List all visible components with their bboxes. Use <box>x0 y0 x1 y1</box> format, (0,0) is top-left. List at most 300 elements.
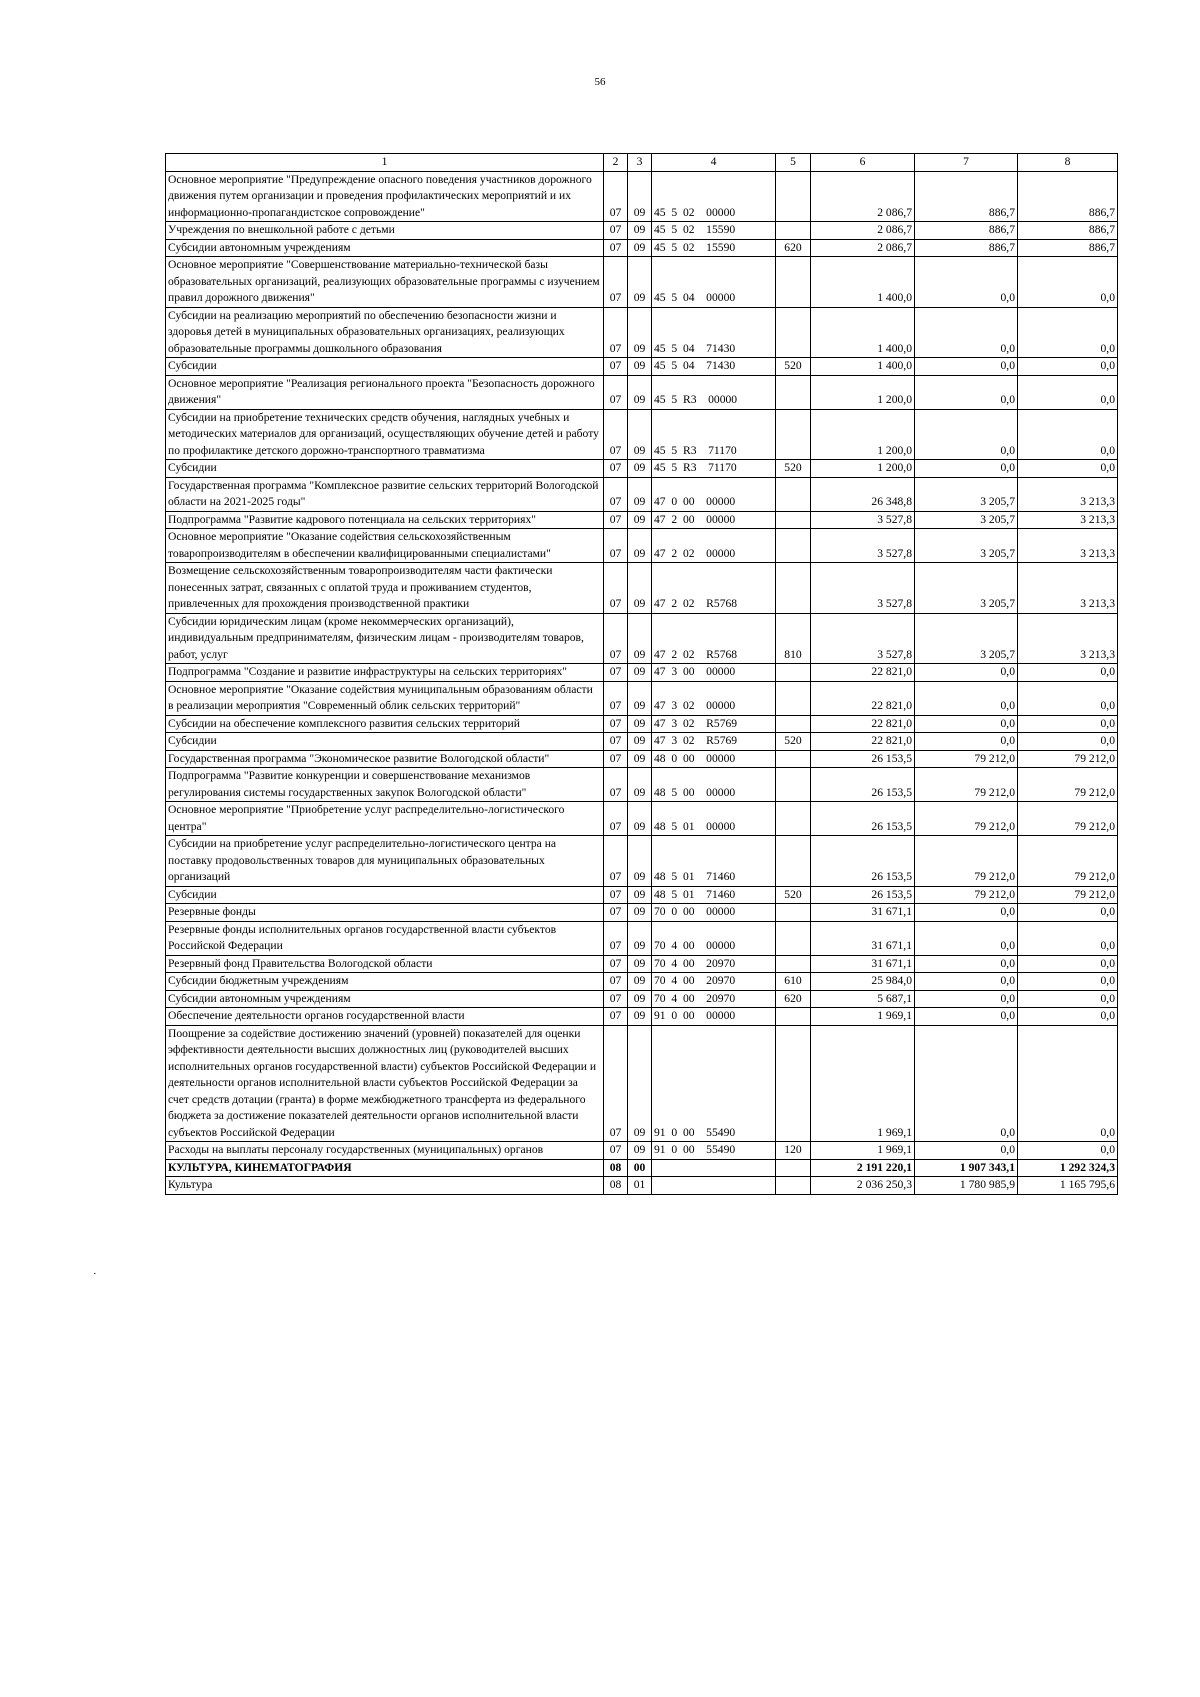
cell-c5 <box>776 307 811 358</box>
table-row <box>166 904 1118 922</box>
cell-c5 <box>776 904 811 922</box>
cell-name: Основное мероприятие "Предупреждение опасного поведения участников дорожного движения путем организации и проведения профилактических мероприятий и их информационно-пропагандистское сопровождение" <box>166 171 604 222</box>
header-col-7: 7 <box>915 154 1018 172</box>
cell-c4: 48 5 01 71460 <box>652 836 776 887</box>
cell-c8: 0,0 <box>1018 664 1118 682</box>
cell-c7: 886,7 <box>915 222 1018 240</box>
cell-c4: 47 3 02 R5769 <box>652 733 776 751</box>
table-row <box>166 563 1118 614</box>
cell-c6: 31 671,1 <box>811 904 915 922</box>
cell-c4: 47 2 02 00000 <box>652 529 776 563</box>
cell-c3: 09 <box>628 1025 652 1142</box>
cell-c3: 09 <box>628 358 652 376</box>
header-col-8: 8 <box>1018 154 1118 172</box>
table-row <box>166 477 1118 511</box>
cell-c2: 07 <box>604 358 628 376</box>
cell-c3: 09 <box>628 257 652 308</box>
table-row <box>166 990 1118 1008</box>
cell-c4: 45 5 04 71430 <box>652 358 776 376</box>
cell-c8: 79 212,0 <box>1018 886 1118 904</box>
cell-c4: 48 0 00 00000 <box>652 750 776 768</box>
cell-c3: 09 <box>628 768 652 802</box>
cell-name: Подпрограмма "Развитие кадрового потенциала на сельских территориях" <box>166 511 604 529</box>
table-row <box>166 1159 1118 1177</box>
cell-name: Обеспечение деятельности органов государственной власти <box>166 1008 604 1026</box>
cell-c2: 07 <box>604 257 628 308</box>
cell-c8: 3 213,3 <box>1018 613 1118 664</box>
cell-name: Резервные фонды исполнительных органов государственной власти субъектов Российской Федерации <box>166 921 604 955</box>
cell-name: Субсидии на приобретение технических средств обучения, наглядных учебных и методических материалов для организаций, осуществляющих обучение детей и работу по профилактике детского дорожно-транспортного травматизма <box>166 409 604 460</box>
cell-c8: 886,7 <box>1018 222 1118 240</box>
cell-c3: 09 <box>628 171 652 222</box>
cell-c3: 09 <box>628 307 652 358</box>
cell-c3: 09 <box>628 836 652 887</box>
cell-c7: 0,0 <box>915 921 1018 955</box>
cell-c5 <box>776 955 811 973</box>
table-row <box>166 529 1118 563</box>
table-row <box>166 973 1118 991</box>
scan-mark: · <box>93 1268 97 1280</box>
cell-c4 <box>652 1177 776 1195</box>
cell-c2: 07 <box>604 307 628 358</box>
table-row <box>166 733 1118 751</box>
cell-c6: 1 400,0 <box>811 358 915 376</box>
cell-c6: 1 200,0 <box>811 460 915 478</box>
header-col-1: 1 <box>166 154 604 172</box>
cell-c7: 0,0 <box>915 307 1018 358</box>
cell-c5 <box>776 563 811 614</box>
cell-c8: 0,0 <box>1018 460 1118 478</box>
cell-c7: 3 205,7 <box>915 613 1018 664</box>
cell-c5 <box>776 511 811 529</box>
table-row <box>166 1142 1118 1160</box>
cell-c5: 120 <box>776 1142 811 1160</box>
header-col-5: 5 <box>776 154 811 172</box>
cell-c7: 1 780 985,9 <box>915 1177 1018 1195</box>
cell-c7: 0,0 <box>915 904 1018 922</box>
cell-c6: 2 086,7 <box>811 222 915 240</box>
cell-c7: 886,7 <box>915 171 1018 222</box>
cell-name: Субсидии <box>166 358 604 376</box>
cell-name: Субсидии автономным учреждениям <box>166 239 604 257</box>
cell-c6: 22 821,0 <box>811 715 915 733</box>
cell-c3: 09 <box>628 460 652 478</box>
cell-c7: 0,0 <box>915 375 1018 409</box>
cell-c5: 620 <box>776 239 811 257</box>
cell-c4: 47 3 00 00000 <box>652 664 776 682</box>
cell-c8: 886,7 <box>1018 171 1118 222</box>
cell-c5 <box>776 681 811 715</box>
cell-c4: 91 0 00 55490 <box>652 1025 776 1142</box>
table-row <box>166 664 1118 682</box>
cell-c7: 3 205,7 <box>915 563 1018 614</box>
cell-c4: 45 5 R3 00000 <box>652 375 776 409</box>
header-col-3: 3 <box>628 154 652 172</box>
cell-c6: 31 671,1 <box>811 955 915 973</box>
cell-name: Основное мероприятие "Совершенствование материально-технической базы образовательных организаций, реализующих образовательные программы с изучением правил дорожного движения" <box>166 257 604 308</box>
cell-c5 <box>776 1159 811 1177</box>
cell-name: Субсидии на обеспечение комплексного развития сельских территорий <box>166 715 604 733</box>
cell-name: Государственная программа "Экономическое развитие Вологодской области" <box>166 750 604 768</box>
cell-c5 <box>776 750 811 768</box>
cell-c3: 09 <box>628 733 652 751</box>
cell-c2: 07 <box>604 904 628 922</box>
cell-c8: 0,0 <box>1018 955 1118 973</box>
cell-name: Резервный фонд Правительства Вологодской области <box>166 955 604 973</box>
cell-c2: 07 <box>604 990 628 1008</box>
cell-c3: 09 <box>628 990 652 1008</box>
cell-name: Культура <box>166 1177 604 1195</box>
cell-c5 <box>776 1177 811 1195</box>
cell-c6: 1 400,0 <box>811 257 915 308</box>
cell-name: Поощрение за содействие достижению значений (уровней) показателей для оценки эффективности деятельности высших должностных лиц (руководителей высших исполнительных органов государственной власти) субъектов Российской Федерации и деятельности органов исполнительной власти субъектов Российской Федерации за счет средств дотации (гранта) в форме межбюджетного трансферта из федерального бюджета за достижение показателей деятельности органов исполнительной власти субъектов Российской Федерации <box>166 1025 604 1142</box>
cell-name: Подпрограмма "Развитие конкуренции и совершенствование механизмов регулирования системы государственных закупок Вологодской области" <box>166 768 604 802</box>
cell-c7: 0,0 <box>915 1025 1018 1142</box>
cell-c6: 2 036 250,3 <box>811 1177 915 1195</box>
table-row <box>166 1025 1118 1142</box>
cell-c8: 0,0 <box>1018 904 1118 922</box>
cell-c2: 07 <box>604 886 628 904</box>
cell-c2: 07 <box>604 664 628 682</box>
cell-c8: 79 212,0 <box>1018 836 1118 887</box>
cell-c8: 0,0 <box>1018 375 1118 409</box>
cell-name: Субсидии на приобретение услуг распределительно-логистического центра на поставку продовольственных товаров для муниципальных образовательных организаций <box>166 836 604 887</box>
table-row <box>166 750 1118 768</box>
cell-c7: 3 205,7 <box>915 511 1018 529</box>
cell-c8: 0,0 <box>1018 715 1118 733</box>
cell-c4: 70 4 00 20970 <box>652 990 776 1008</box>
cell-name: Резервные фонды <box>166 904 604 922</box>
cell-c2: 07 <box>604 750 628 768</box>
cell-c2: 07 <box>604 973 628 991</box>
cell-c2: 07 <box>604 955 628 973</box>
cell-c6: 31 671,1 <box>811 921 915 955</box>
cell-c5: 610 <box>776 973 811 991</box>
cell-c8: 0,0 <box>1018 307 1118 358</box>
table-row <box>166 768 1118 802</box>
cell-c8: 3 213,3 <box>1018 563 1118 614</box>
cell-name: Основное мероприятие "Приобретение услуг распределительно-логистического центра" <box>166 802 604 836</box>
cell-c4: 45 5 02 15590 <box>652 239 776 257</box>
cell-name: Субсидии на реализацию мероприятий по обеспечению безопасности жизни и здоровья детей в муниципальных образовательных организациях, реализующих образовательные программы дошкольного образования <box>166 307 604 358</box>
cell-c4: 45 5 02 00000 <box>652 171 776 222</box>
cell-c2: 07 <box>604 733 628 751</box>
cell-c3: 09 <box>628 921 652 955</box>
cell-name: Субсидии бюджетным учреждениям <box>166 973 604 991</box>
cell-c2: 07 <box>604 222 628 240</box>
cell-c5: 520 <box>776 886 811 904</box>
cell-c7: 0,0 <box>915 681 1018 715</box>
cell-c8: 79 212,0 <box>1018 802 1118 836</box>
header-col-2: 2 <box>604 154 628 172</box>
cell-c7: 79 212,0 <box>915 802 1018 836</box>
cell-c6: 26 153,5 <box>811 836 915 887</box>
cell-c4: 91 0 00 00000 <box>652 1008 776 1026</box>
cell-c2: 07 <box>604 1025 628 1142</box>
cell-c3: 09 <box>628 239 652 257</box>
cell-c7: 0,0 <box>915 733 1018 751</box>
cell-name: Учреждения по внешкольной работе с детьми <box>166 222 604 240</box>
page-number: 56 <box>594 76 606 88</box>
cell-c8: 0,0 <box>1018 921 1118 955</box>
cell-c2: 07 <box>604 477 628 511</box>
cell-c8: 0,0 <box>1018 1025 1118 1142</box>
cell-c6: 26 153,5 <box>811 886 915 904</box>
cell-c4: 70 4 00 00000 <box>652 921 776 955</box>
cell-c8: 3 213,3 <box>1018 511 1118 529</box>
cell-c4: 47 2 02 R5768 <box>652 563 776 614</box>
cell-c6: 2 086,7 <box>811 171 915 222</box>
cell-c4: 91 0 00 55490 <box>652 1142 776 1160</box>
cell-c4: 47 3 02 R5769 <box>652 715 776 733</box>
cell-c4: 47 2 00 00000 <box>652 511 776 529</box>
cell-c3: 01 <box>628 1177 652 1195</box>
cell-c6: 22 821,0 <box>811 733 915 751</box>
cell-c6: 26 153,5 <box>811 750 915 768</box>
cell-c3: 09 <box>628 715 652 733</box>
table-row <box>166 171 1118 222</box>
cell-c2: 07 <box>604 715 628 733</box>
cell-c5 <box>776 768 811 802</box>
cell-c2: 07 <box>604 511 628 529</box>
cell-c7: 0,0 <box>915 460 1018 478</box>
cell-c3: 09 <box>628 1008 652 1026</box>
cell-c8: 0,0 <box>1018 681 1118 715</box>
cell-c4: 47 3 02 00000 <box>652 681 776 715</box>
table-row <box>166 222 1118 240</box>
cell-c5 <box>776 1008 811 1026</box>
cell-c5 <box>776 375 811 409</box>
cell-c6: 3 527,8 <box>811 563 915 614</box>
cell-c3: 09 <box>628 1142 652 1160</box>
cell-c6: 25 984,0 <box>811 973 915 991</box>
cell-c4: 45 5 04 00000 <box>652 257 776 308</box>
cell-c8: 0,0 <box>1018 1142 1118 1160</box>
cell-c7: 0,0 <box>915 715 1018 733</box>
cell-c5 <box>776 715 811 733</box>
cell-c8: 0,0 <box>1018 973 1118 991</box>
table-row <box>166 681 1118 715</box>
cell-c5 <box>776 171 811 222</box>
cell-c8: 3 213,3 <box>1018 477 1118 511</box>
cell-name: Субсидии <box>166 460 604 478</box>
budget-table <box>165 153 1118 1195</box>
cell-c4: 70 4 00 20970 <box>652 955 776 973</box>
cell-c3: 09 <box>628 886 652 904</box>
table-row <box>166 307 1118 358</box>
table-row <box>166 358 1118 376</box>
table-row <box>166 613 1118 664</box>
cell-c3: 09 <box>628 613 652 664</box>
cell-c2: 07 <box>604 802 628 836</box>
cell-c6: 22 821,0 <box>811 664 915 682</box>
cell-c6: 2 086,7 <box>811 239 915 257</box>
table-row <box>166 409 1118 460</box>
cell-c2: 07 <box>604 613 628 664</box>
cell-c3: 09 <box>628 511 652 529</box>
cell-c2: 07 <box>604 1142 628 1160</box>
cell-c5: 520 <box>776 460 811 478</box>
cell-c2: 07 <box>604 836 628 887</box>
cell-c2: 07 <box>604 768 628 802</box>
cell-c7: 3 205,7 <box>915 529 1018 563</box>
cell-c5: 520 <box>776 733 811 751</box>
cell-c3: 09 <box>628 222 652 240</box>
cell-c6: 1 200,0 <box>811 409 915 460</box>
cell-c6: 1 969,1 <box>811 1025 915 1142</box>
table-row <box>166 1008 1118 1026</box>
cell-c4 <box>652 1159 776 1177</box>
cell-c6: 3 527,8 <box>811 511 915 529</box>
cell-c5 <box>776 802 811 836</box>
cell-c6: 1 969,1 <box>811 1142 915 1160</box>
cell-c2: 07 <box>604 239 628 257</box>
cell-c2: 07 <box>604 171 628 222</box>
table-row <box>166 836 1118 887</box>
cell-c3: 09 <box>628 973 652 991</box>
header-row <box>166 154 1118 172</box>
cell-c7: 0,0 <box>915 664 1018 682</box>
cell-c3: 09 <box>628 955 652 973</box>
cell-c8: 0,0 <box>1018 409 1118 460</box>
cell-c8: 1 292 324,3 <box>1018 1159 1118 1177</box>
cell-c7: 0,0 <box>915 1008 1018 1026</box>
cell-c7: 0,0 <box>915 358 1018 376</box>
cell-c3: 09 <box>628 409 652 460</box>
table-row <box>166 460 1118 478</box>
cell-c8: 0,0 <box>1018 257 1118 308</box>
cell-c8: 0,0 <box>1018 733 1118 751</box>
cell-c4: 45 5 R3 71170 <box>652 409 776 460</box>
cell-c4: 48 5 00 00000 <box>652 768 776 802</box>
cell-c5 <box>776 836 811 887</box>
table-row <box>166 955 1118 973</box>
cell-c8: 79 212,0 <box>1018 750 1118 768</box>
table-row <box>166 239 1118 257</box>
cell-name: Возмещение сельскохозяйственным товаропроизводителям части фактически понесенных затрат, связанных с оплатой труда и проживанием студентов, привлеченных для прохождения производственной практики <box>166 563 604 614</box>
cell-c5 <box>776 664 811 682</box>
cell-c3: 09 <box>628 477 652 511</box>
cell-name: Государственная программа "Комплексное развитие сельских территорий Вологодской области на 2021-2025 годы" <box>166 477 604 511</box>
cell-c3: 09 <box>628 802 652 836</box>
table-row <box>166 1177 1118 1195</box>
cell-c4: 70 4 00 20970 <box>652 973 776 991</box>
table-body <box>166 171 1118 1194</box>
table-row <box>166 886 1118 904</box>
cell-c3: 00 <box>628 1159 652 1177</box>
cell-c6: 26 153,5 <box>811 802 915 836</box>
cell-c2: 07 <box>604 375 628 409</box>
cell-c5 <box>776 477 811 511</box>
cell-name: Основное мероприятие "Реализация регионального проекта "Безопасность дорожного движения" <box>166 375 604 409</box>
cell-name: Субсидии юридическим лицам (кроме некоммерческих организаций), индивидуальным предпринимателям, физическим лицам - производителям товаров, работ, услуг <box>166 613 604 664</box>
cell-c5 <box>776 257 811 308</box>
cell-name: Расходы на выплаты персоналу государственных (муниципальных) органов <box>166 1142 604 1160</box>
cell-c8: 79 212,0 <box>1018 768 1118 802</box>
cell-c6: 1 200,0 <box>811 375 915 409</box>
cell-c3: 09 <box>628 664 652 682</box>
cell-c4: 47 2 02 R5768 <box>652 613 776 664</box>
cell-c3: 09 <box>628 563 652 614</box>
cell-c6: 22 821,0 <box>811 681 915 715</box>
cell-name: Основное мероприятие "Оказание содействия сельскохозяйственным товаропроизводителям в обеспечении квалифицированными специалистами" <box>166 529 604 563</box>
cell-c2: 07 <box>604 529 628 563</box>
cell-c4: 45 5 04 71430 <box>652 307 776 358</box>
cell-c7: 0,0 <box>915 1142 1018 1160</box>
cell-c7: 0,0 <box>915 409 1018 460</box>
cell-c2: 07 <box>604 460 628 478</box>
cell-c8: 0,0 <box>1018 358 1118 376</box>
cell-c7: 0,0 <box>915 990 1018 1008</box>
cell-c5 <box>776 409 811 460</box>
cell-c7: 79 212,0 <box>915 750 1018 768</box>
cell-c2: 07 <box>604 563 628 614</box>
cell-c3: 09 <box>628 375 652 409</box>
cell-c3: 09 <box>628 750 652 768</box>
cell-c6: 1 969,1 <box>811 1008 915 1026</box>
table-row <box>166 802 1118 836</box>
cell-c3: 09 <box>628 681 652 715</box>
cell-c7: 1 907 343,1 <box>915 1159 1018 1177</box>
cell-c7: 3 205,7 <box>915 477 1018 511</box>
cell-c7: 0,0 <box>915 955 1018 973</box>
cell-c2: 08 <box>604 1177 628 1195</box>
cell-c8: 0,0 <box>1018 1008 1118 1026</box>
table-row <box>166 921 1118 955</box>
header-col-4: 4 <box>652 154 776 172</box>
cell-c7: 79 212,0 <box>915 768 1018 802</box>
cell-c5: 810 <box>776 613 811 664</box>
cell-c5 <box>776 529 811 563</box>
table-row <box>166 257 1118 308</box>
cell-c8: 3 213,3 <box>1018 529 1118 563</box>
cell-name: Субсидии автономным учреждениям <box>166 990 604 1008</box>
cell-c7: 79 212,0 <box>915 886 1018 904</box>
cell-c6: 3 527,8 <box>811 613 915 664</box>
cell-name: Субсидии <box>166 733 604 751</box>
cell-c5 <box>776 1025 811 1142</box>
cell-c3: 09 <box>628 529 652 563</box>
cell-c5 <box>776 921 811 955</box>
cell-c8: 886,7 <box>1018 239 1118 257</box>
cell-c5: 620 <box>776 990 811 1008</box>
cell-c6: 3 527,8 <box>811 529 915 563</box>
cell-name: Подпрограмма "Создание и развитие инфраструктуры на сельских территориях" <box>166 664 604 682</box>
cell-c6: 1 400,0 <box>811 307 915 358</box>
cell-c7: 0,0 <box>915 257 1018 308</box>
cell-c4: 47 0 00 00000 <box>652 477 776 511</box>
cell-name: Основное мероприятие "Оказание содействия муниципальным образованиям области в реализации мероприятия "Современный облик сельских территорий" <box>166 681 604 715</box>
cell-name: КУЛЬТУРА, КИНЕМАТОГРАФИЯ <box>166 1159 604 1177</box>
cell-c4: 45 5 02 15590 <box>652 222 776 240</box>
cell-c4: 48 5 01 00000 <box>652 802 776 836</box>
cell-c2: 07 <box>604 409 628 460</box>
cell-c4: 45 5 R3 71170 <box>652 460 776 478</box>
cell-c6: 5 687,1 <box>811 990 915 1008</box>
table-row <box>166 511 1118 529</box>
cell-c7: 0,0 <box>915 973 1018 991</box>
table-row <box>166 715 1118 733</box>
cell-c6: 26 348,8 <box>811 477 915 511</box>
table-row <box>166 375 1118 409</box>
cell-c2: 08 <box>604 1159 628 1177</box>
cell-c4: 70 0 00 00000 <box>652 904 776 922</box>
cell-c6: 2 191 220,1 <box>811 1159 915 1177</box>
cell-c6: 26 153,5 <box>811 768 915 802</box>
cell-c7: 79 212,0 <box>915 836 1018 887</box>
header-col-6: 6 <box>811 154 915 172</box>
cell-c5 <box>776 222 811 240</box>
